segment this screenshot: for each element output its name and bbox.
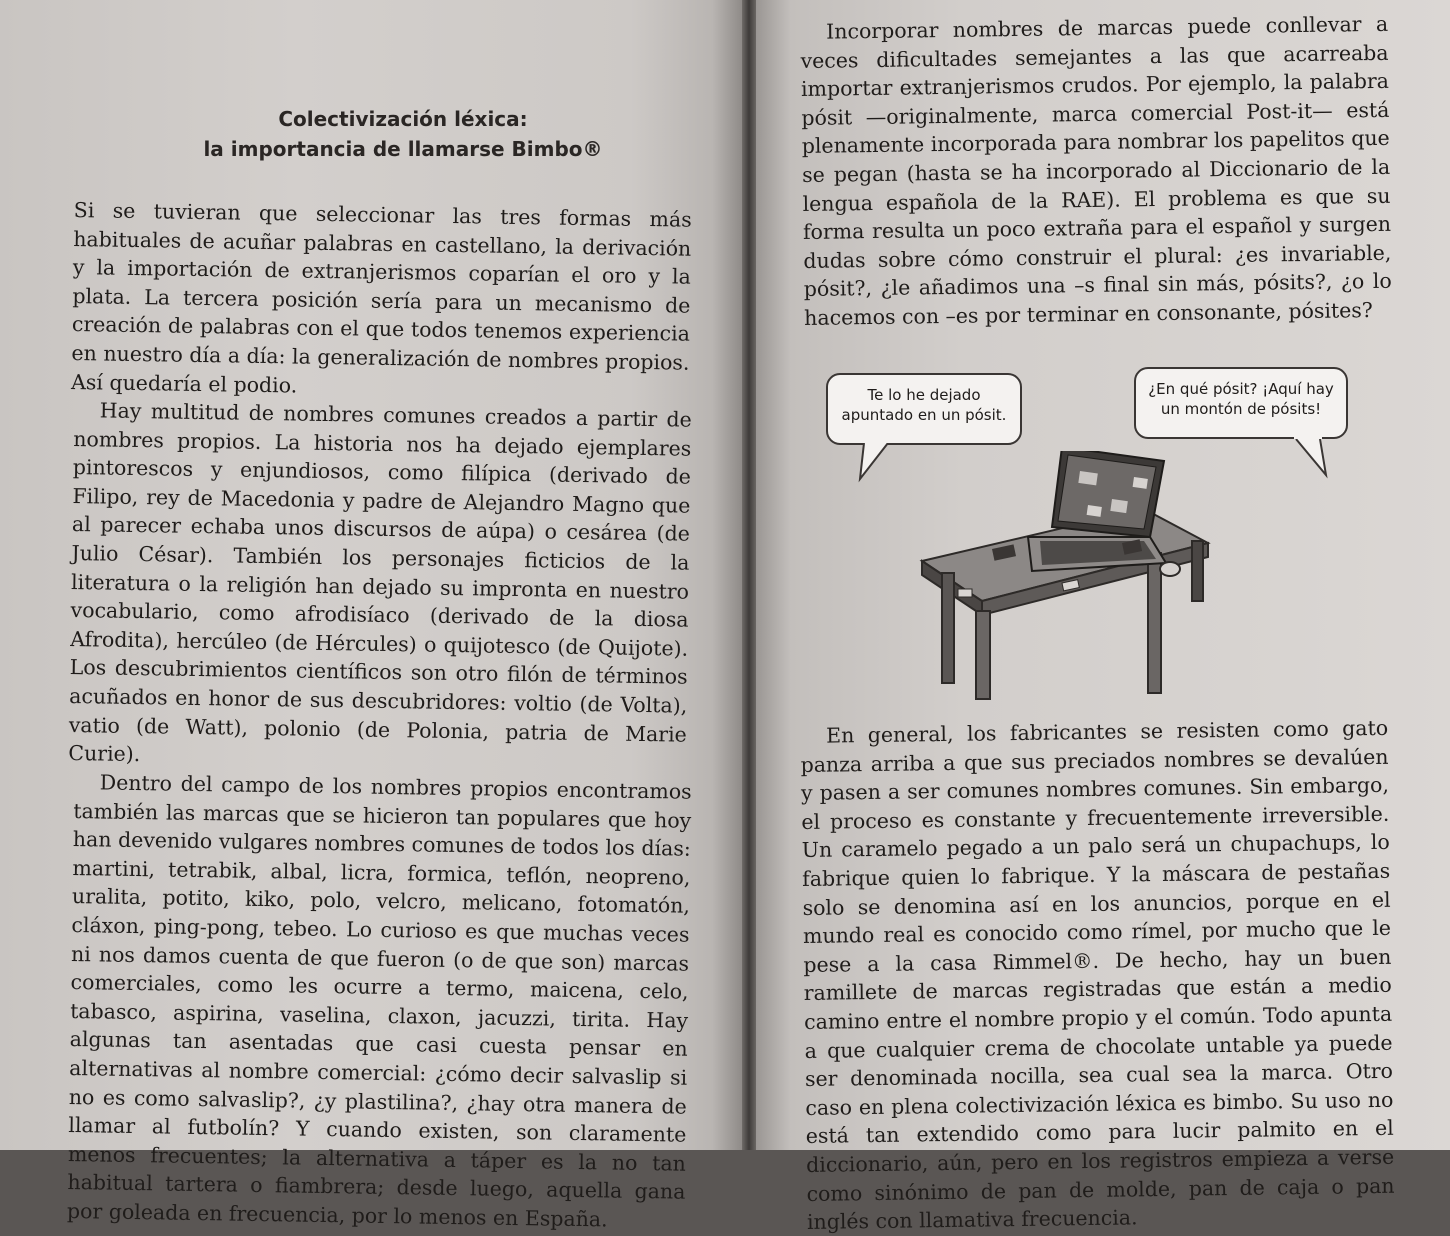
paragraph: En general, los fabricantes se resisten como gato panza arriba a que sus preciados nombres se devalúen y pasen a ser comunes nombres comunes. Sin embargo, el proceso es constante y frecuentemente irreversible. Un caramelo pegado a un palo será un chupachups, lo fabrique quien lo fabrique. Y la máscara de pestañas solo se denomina así en los anuncios, porque en el mundo real es conocido como rímel, por mucho que le pese a la casa Rimmel®. De hecho, hay un buen ramillete de marcas registradas que están a medio camino entre el nombre propio y el común. Todo apunta a que cualquier crema de chocolate untable ya puede ser denominada nocilla, sea cual sea la marca. Otro caso en plena colectivización léxica es bimbo. Su uso no está tan extendido como para lucir palmito en el diccionario, aún, pero en los registros empieza a verse como sinónimo de pan de molde, pan de caja o pan inglés con llamativa frecuencia. [800, 715, 1395, 1234]
section-heading [74, 104, 692, 164]
paragraph: Incorporar nombres de marcas puede conllevar a veces dificultades semejantes a las que acarreaba importar extranjerismos crudos. Por ejemplo, la palabra pósit —originalmente, marca comercial Post-it— está plenamente incorporada para nombrar los papelitos que se pegan (hasta se ha incorporado al Diccionario de la lengua española de la RAE). El problema es que su forma resulta un poco extraña para el español y surgen dudas sobre cómo construir el plural: ¿es invariable, pósit?, ¿le añadimos una –s final sin más, pósits?, ¿o lo hacemos con –es por terminar en consonante, pósites? [800, 11, 1392, 330]
speech-bubble-right-tail [1292, 435, 1332, 479]
paragraph: Hay multitud de nombres comunes creados a partir de nombres propios. La historia nos ha dejado ejemplares pintorescos y enjundiosos, como filípica (derivado de Filipo, rey de Macedonia y padre de Alejandro Magno que al parecer echaba unos discursos de aúpa) o cesárea (de Julio César). También los personajes ficticios de la literatura o la religión han dejado su impronta en nuestro vocabulario, como afrodisíaco (derivado de la diosa Afrodita), hercúleo (de Hércules) o quijotesco (de Quijote). Los descubrimientos científicos son otro filón de términos acuñados en honor de sus descubridores: voltio (de Volta), vatio (de Watt), polonio (de Polonia, patria de Marie Curie). [68, 398, 692, 767]
laptop-on-desk-icon [912, 451, 1212, 703]
laptop-illustration [822, 353, 1382, 708]
speech-bubble-right: ¿En qué pósit? ¡Aquí hay un montón de pósits! [1134, 367, 1348, 439]
paragraph: Dentro del campo de los nombres propios encontramos también las marcas que se hicieron tan populares que hoy han devenido vulgares nombres comunes de todos los días: martini, tetrabik, albal, licra, formica, teflón, neopreno, uralita, potito, kiko, polo, velcro, melicano, fotomatón, cláxon, ping-pong, tebeo. Lo curioso es que muchas veces ni nos damos cuenta de que fueron (o de que son) marcas comerciales, como les ocurre a termo, maicena, celo, tabasco, aspirina, vaselina, claxon, jacuzzi, tirita. Hay algunas tan asentadas que casi cuesta pensar en alternativas al nombre comercial: ¿cómo decir salvaslip si no es como salvaslip?, ¿y plastilina?, ¿hay otra manera de llamar al futbolín? Y cuando existen, son claramente menos frecuentes; la alternativa a táper es la no tan habitual tartera o fiambrera; desde luego, aquella gana por goleada en frecuencia, por lo menos en España. [66, 770, 692, 1232]
paragraph: Si se tuvieran que seleccionar las tres formas más habituales de acuñar palabras en castellano, la derivación y la importación de extranjerismos coparían el oro y la plata. La tercera posición sería para un mecanismo de creación de palabras con el que todos tenemos experiencia en nuestro día a día: la generalización de nombres propios. Así quedaría el podio. [70, 197, 692, 398]
speech-bubble-left: Te lo he dejado apuntado en un pósit. [826, 373, 1022, 445]
heading-line-1: Colectivización léxica: [278, 107, 528, 131]
book-gutter [742, 0, 756, 1150]
heading-line-2: la importancia de llamarse Bimbo® [203, 137, 603, 161]
right-page [756, 0, 1450, 1234]
speech-bubble-left-tail [858, 441, 898, 483]
